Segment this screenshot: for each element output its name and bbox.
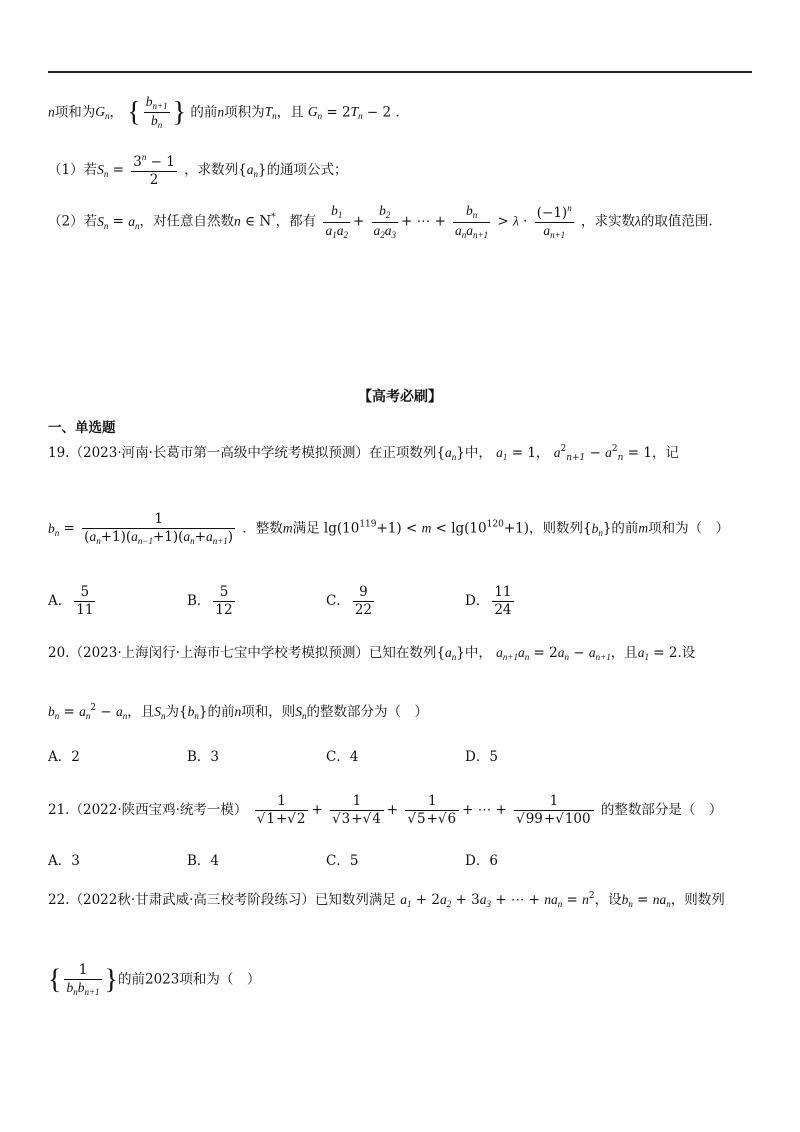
- text: 的前: [207, 704, 235, 720]
- question-number: 19.: [48, 445, 70, 461]
- option-b[interactable]: B．3: [187, 749, 220, 765]
- section-title: 一、单选题: [48, 420, 116, 436]
- text: 项和，则: [241, 704, 296, 720]
- text: （2022秋·甘肃武威·高三校考阶段练习）已知数列满足: [69, 892, 396, 908]
- text: ，记: [651, 445, 679, 461]
- q19-line1: 19.（2023·河南·长葛市第一高级中学统考模拟预测）在正项数列$\{a_n\}$中， $a_1 = 1$， $a^2_{n+1} - a^2_n = 1$，记: [48, 444, 679, 463]
- question-number: 20.: [48, 645, 70, 661]
- option-d[interactable]: D． $\frac{11}{24}$: [465, 584, 512, 618]
- header-rule: [48, 71, 752, 73]
- option-b[interactable]: B． $\frac{5}{12}$: [187, 584, 233, 618]
- option-d[interactable]: D．6: [465, 853, 498, 869]
- text: ，设: [594, 892, 622, 908]
- text: 的取值范围.: [640, 213, 713, 230]
- text: 的前2023项和为（ ）: [117, 971, 261, 988]
- question-number: 21.: [48, 801, 70, 818]
- text: .设: [677, 645, 696, 661]
- text: ，且: [276, 104, 304, 121]
- text: ，且: [610, 645, 638, 661]
- problem18-part2: （2）若$S_n = a_n$，对任意自然数n ∈ N*，都有 $\frac{b_1}{a_1a_2}$ + $\frac{b_2}{a_2a_3}$ + ⋯ + $\frac{b_n}{a_na_{n+1}}$ > λ · $\frac{(-1)^n}{a_{n+1}}$ ，求实数λ的取值范围.: [48, 203, 713, 240]
- option-c[interactable]: C．5: [326, 853, 359, 869]
- text: （2023·上海闵行·上海市七宝中学校考模拟预测）已知在数列: [69, 645, 437, 661]
- text: 的前: [611, 520, 639, 537]
- section-heading: 【高考必刷】: [358, 389, 442, 405]
- option-a[interactable]: A． $\frac{5}{11}$: [48, 584, 94, 618]
- q22-line1: 22.（2022秋·甘肃武威·高三校考阶段练习）已知数列满足 $a_1 + 2a_2 + 3a_3$ + ⋯ + $na_n = n^2$，设$b_n = na_n$，则数列: [48, 891, 725, 909]
- text: （2022·陕西宝鸡·统考一模）: [69, 801, 248, 818]
- text: ，求实数: [581, 213, 635, 230]
- q21-line: 21.（2022·陕西宝鸡·统考一模） $\frac{1}{√1+√2}$ + $\frac{1}{√3+√4}$ + $\frac{1}{√5+√6}$ + ⋯ + $\frac{1}{√99+√100}$ 的整数部分是（ ）: [48, 793, 723, 827]
- text: （2023·河南·长葛市第一高级中学统考模拟预测）在正项数列: [69, 445, 437, 461]
- option-c[interactable]: C．4: [326, 749, 359, 765]
- text: 项积为: [224, 104, 265, 121]
- option-a[interactable]: A．2: [48, 749, 80, 765]
- option-d[interactable]: D．5: [465, 749, 498, 765]
- problem18-part1: （1）若$S_n$ = $\frac{3^n - 1}{2}$ ，求数列$\{a_n\}$的通项公式；: [48, 152, 348, 188]
- text: 的通项公式；: [266, 161, 348, 178]
- q20-line1: 20.（2023·上海闵行·上海市七宝中学校考模拟预测）已知在数列$\{a_n\}$中， $a_{n+1}a_n = 2a_n - a_{n+1}$，且$a_1 = 2$.设: [48, 645, 696, 662]
- text: 满足: [292, 520, 320, 537]
- text: 项和为: [54, 104, 96, 121]
- text: ，: [535, 445, 550, 461]
- text: ，则数列: [528, 520, 583, 537]
- q22-line2: { $\frac{1}{b_nb_{n+1}}$ }的前2023项和为（ ）: [48, 962, 261, 997]
- text: ，求数列: [184, 161, 239, 178]
- text: ，都有: [275, 213, 317, 230]
- text: 中，: [464, 445, 492, 461]
- text: 项和为（ ）: [648, 520, 730, 537]
- text: ，且: [127, 704, 155, 720]
- q19-line2: $b_n$ = $\frac{1}{(a_n+1)(a_{n-1}+1)(a_n+a_{n+1})}$ ．整数m满足 $\lg(10^{119}+1) < m < \lg(10^{120}+1)$，则数列$\{b_n\}$的前m项和为（ ）: [48, 511, 730, 546]
- text: 的整数部分是（ ）: [600, 801, 723, 818]
- option-a[interactable]: A．3: [48, 853, 80, 869]
- q20-line2: $b_n = a_n^2 - a_n$，且$S_n$为$\{b_n\}$的前n项和，则$S_n$的整数部分为（ ）: [48, 703, 428, 721]
- text: ，对任意自然数: [139, 213, 234, 230]
- text: 为: [165, 704, 180, 720]
- text: （2）若: [48, 213, 98, 230]
- q20-options: [48, 745, 748, 765]
- text: ．整数: [242, 520, 283, 537]
- q19-options: [48, 584, 748, 624]
- text: 的前: [190, 104, 218, 121]
- text: 的整数部分为（ ）: [306, 704, 428, 720]
- option-c[interactable]: C． $\frac{9}{22}$: [326, 584, 373, 618]
- text: （1）若: [48, 161, 98, 178]
- text: 中，: [464, 645, 492, 661]
- q21-options: [48, 849, 748, 869]
- option-b[interactable]: B．4: [187, 853, 220, 869]
- text: ，则数列: [670, 892, 725, 908]
- problem18-line1: n项和为$G_n$， { $\frac{b_{n+1}}{b_n}$ } 的前n项积为$T_n$，且 $G_n = 2T_n - 2$ .: [48, 94, 400, 131]
- question-number: 22.: [48, 892, 70, 908]
